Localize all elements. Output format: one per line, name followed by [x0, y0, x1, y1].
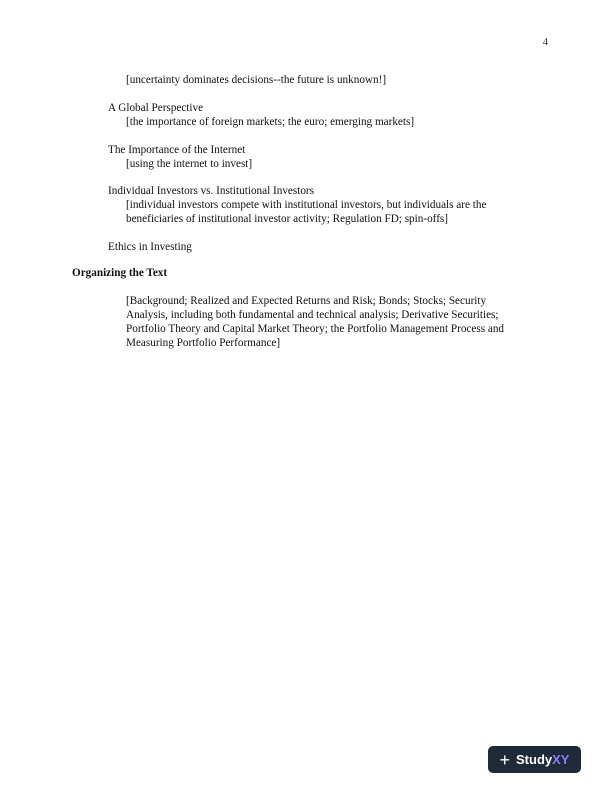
bracket-note-uncertainty: [uncertainty dominates decisions--the future is unknown!] [126, 74, 387, 86]
brand-logo-text [516, 753, 569, 767]
topic-global-perspective: A Global Perspective [108, 102, 204, 114]
section-text-line1: [Background; Realized and Expected Returns and Risk; Bonds; Stocks; Security [126, 295, 487, 307]
bracket-note-investors-line2: beneficiaries of institutional investor activity; Regulation FD; spin-offs] [126, 213, 448, 225]
section-heading: Organizing the Text [72, 267, 168, 279]
section-text-line4: Measuring Portfolio Performance] [126, 337, 281, 349]
bracket-note-investors-line1: [individual investors compete with institutional investors, but individuals are the [126, 199, 487, 211]
plus-icon: + [499, 749, 511, 770]
bracket-note-internet: [using the internet to invest] [126, 158, 253, 170]
page-number: 4 [542, 37, 548, 48]
topic-ethics: Ethics in Investing [108, 241, 192, 253]
brand-xy: XY [552, 751, 570, 767]
section-text-line2: Analysis, including both fundamental and technical analysis; Derivative Securities; [126, 309, 499, 321]
brand-study: Study [516, 751, 553, 767]
bracket-note-foreign-markets: [the importance of foreign markets; the euro; emerging markets] [126, 116, 415, 128]
studyxy-badge[interactable] [488, 746, 581, 773]
topic-internet: The Importance of the Internet [108, 144, 246, 156]
topic-individual-vs-institutional: Individual Investors vs. Institutional Investors [108, 185, 315, 197]
section-text-line3: Portfolio Theory and Capital Market Theory; the Portfolio Management Process and [126, 323, 505, 335]
